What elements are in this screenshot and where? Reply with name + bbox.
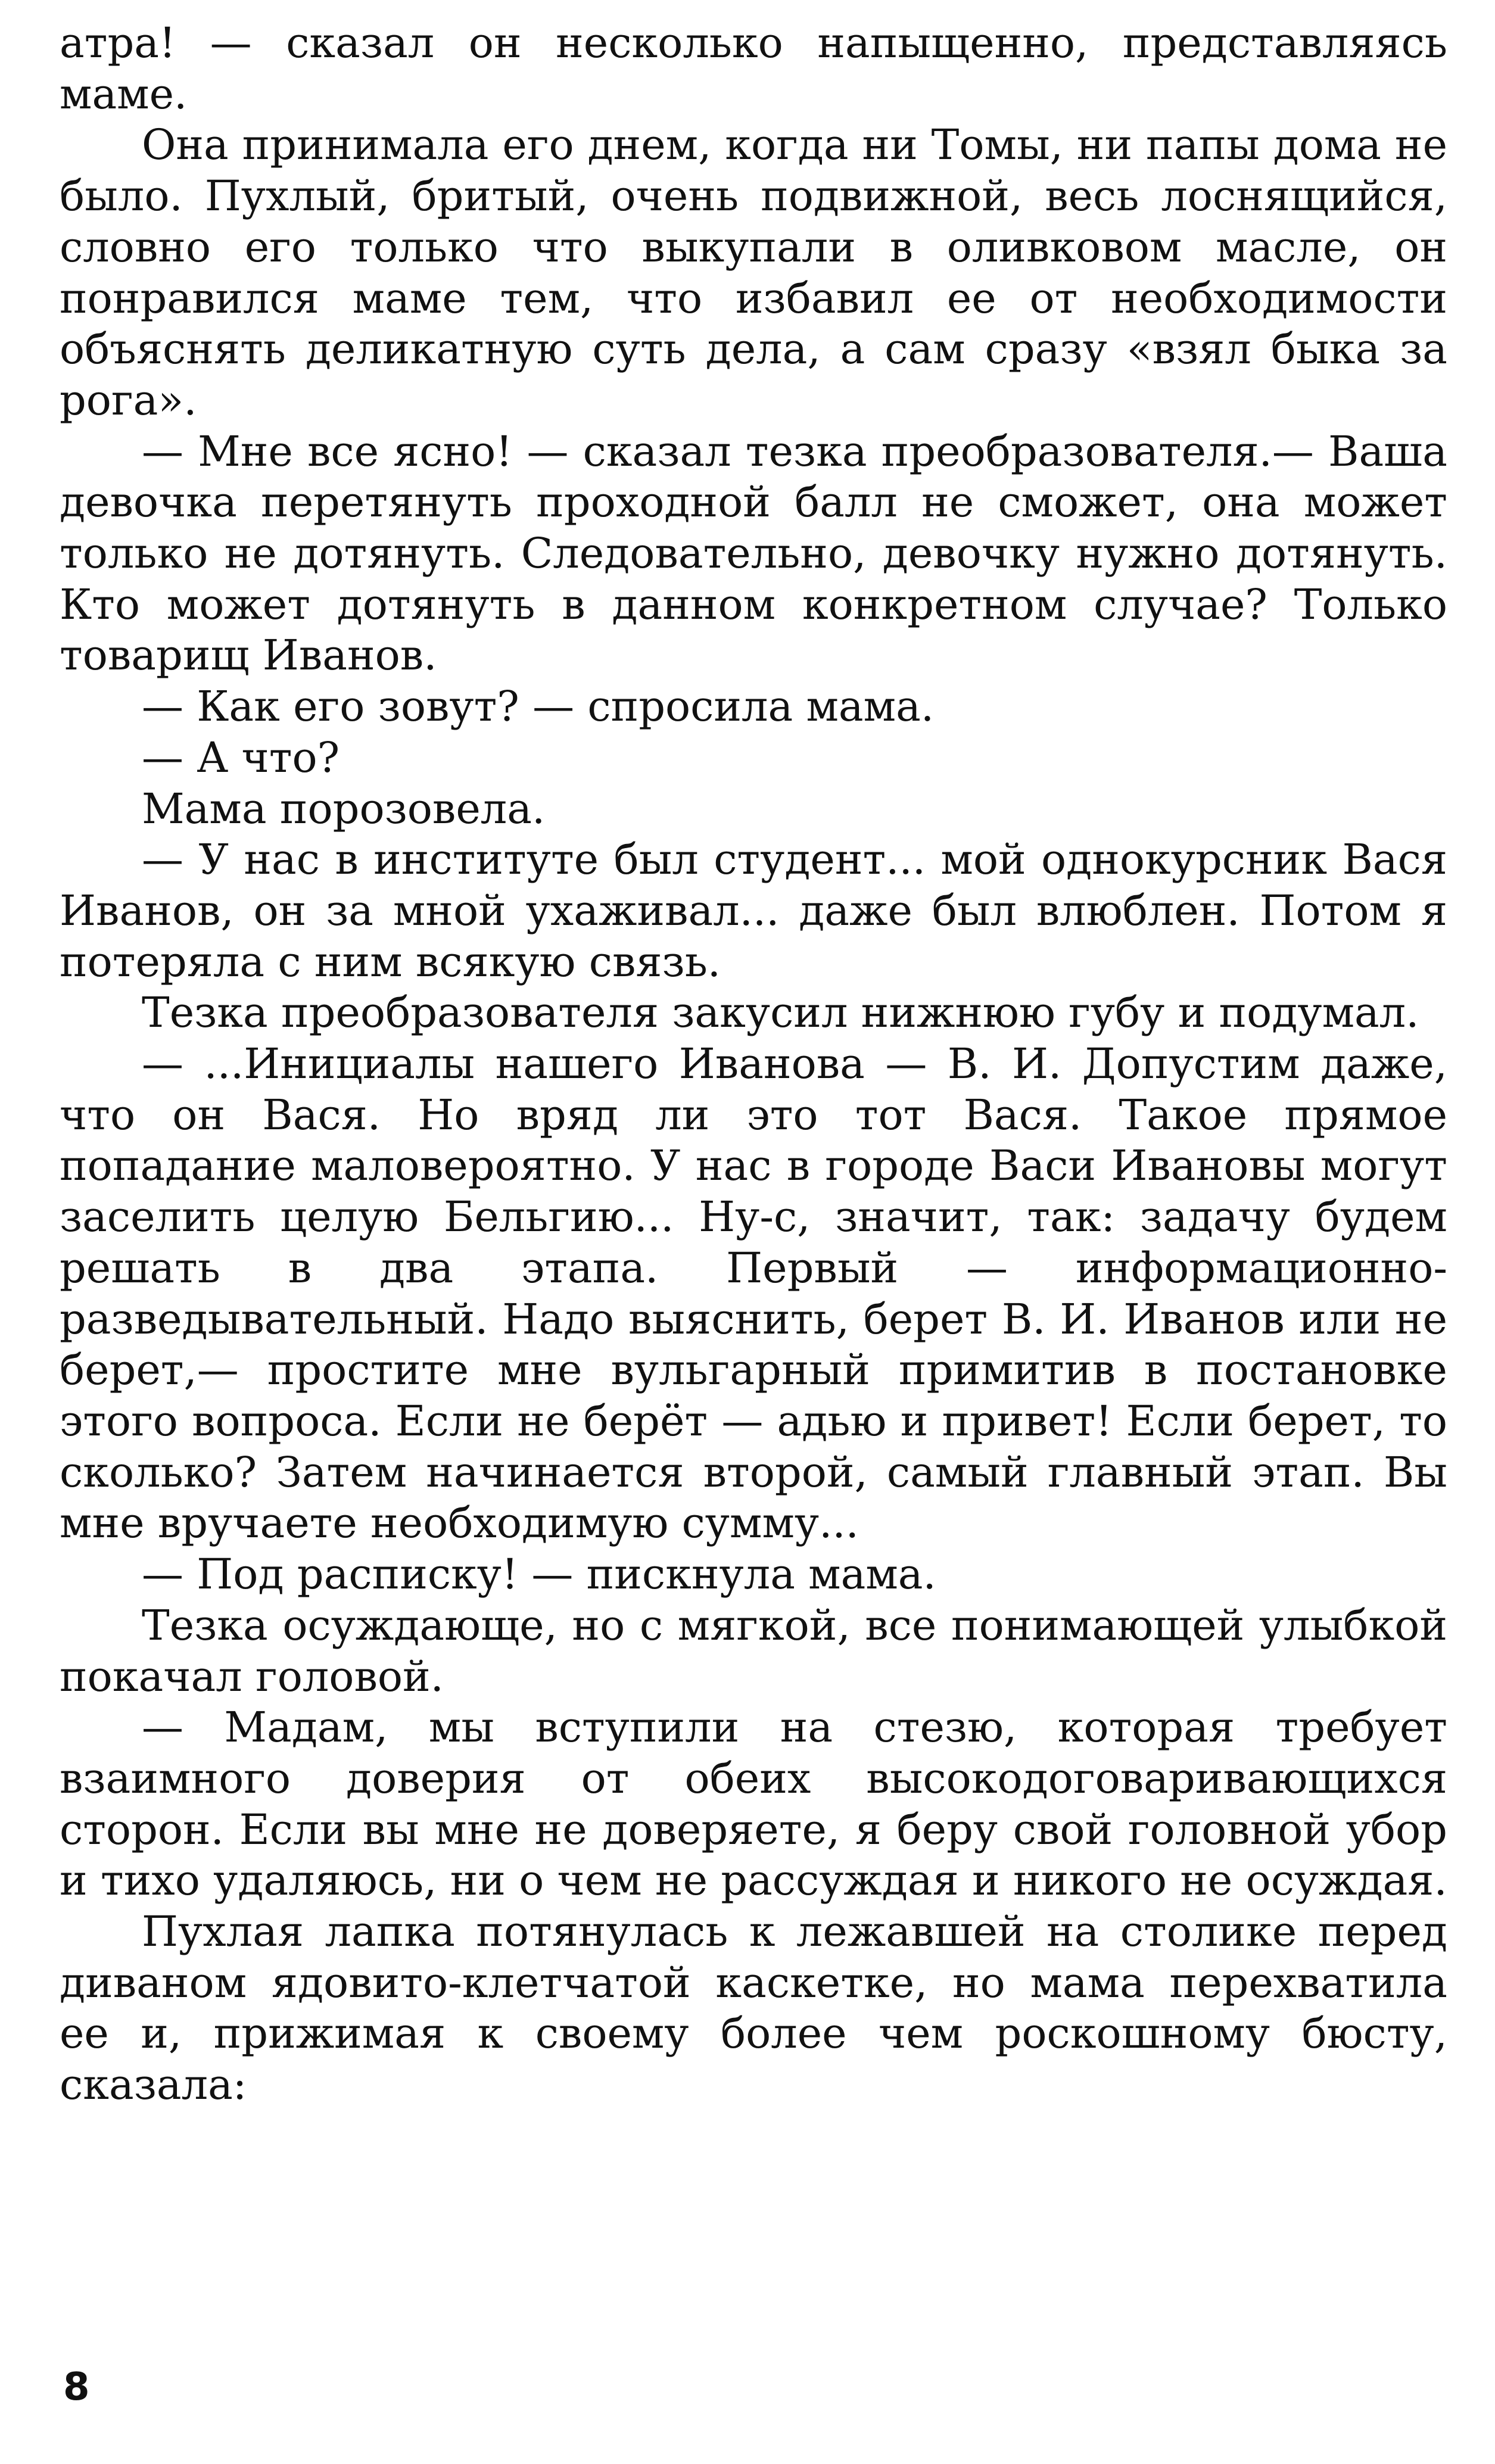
- paragraph: Мама порозовела.: [142, 784, 546, 833]
- paragraph: Тезка осуждающе, но с мягкой, все понимающей улыбкой покачал головой.: [60, 1600, 1447, 1701]
- paragraph-continuation: атра! — сказал он несколько напыщенно, представляясь маме.: [60, 18, 1447, 119]
- page-number: 8: [63, 2365, 90, 2409]
- dialogue-paragraph: — Как его зовут? — спросила мама.: [142, 682, 935, 731]
- dialogue-paragraph: — Под расписку! — пискнула мама.: [142, 1550, 936, 1599]
- dialogue-paragraph: — Мне все ясно! — сказал тезка преобразователя.— Ваша девочка перетянуть проходной балл не сможет, она может только не дотянуть. Следовательно, девочку нужно дотянуть. Кто может дотянуть в данном конкретном случае? Только товарищ Иванов.: [60, 426, 1447, 680]
- dialogue-paragraph: — Мадам, мы вступили на стезю, которая требует взаимного доверия от обеих высокодоговаривающихся сторон. Если вы мне не доверяете, я беру свой головной убор и тихо удаляюсь, ни о чем не рассуждая и никого не осуждая.: [60, 1703, 1447, 1905]
- dialogue-paragraph: — ...Инициалы нашего Иванова — В. И. Допустим даже, что он Вася. Но вряд ли это тот Вася. Такое прямое попадание маловероятно. У нас в городе Васи Ивановы могут заселить целую Бельгию... Ну-с, значит, так: задачу будем решать в два этапа. Первый — информационно-разведывательный. Надо выяснить, берет В. И. Иванов или не берет,— простите мне вульгарный примитив в постановке этого вопроса. Если не берёт — адью и привет! Если берет, то сколько? Затем начинается второй, самый главный этап. Вы мне вручаете необходимую сумму...: [60, 1039, 1447, 1548]
- paragraph: Пухлая лапка потянулась к лежавшей на столике перед диваном ядовито-клетчатой каскетке, но мама перехватила ее и, прижимая к своему более чем роскошному бюсту, сказала:: [60, 1907, 1447, 2110]
- dialogue-paragraph: — У нас в институте был студент... мой однокурсник Вася Иванов, он за мной ухаживал... даже был влюблен. Потом я потеряла с ним всякую связь.: [60, 835, 1447, 986]
- dialogue-paragraph: — А что?: [142, 733, 340, 782]
- paragraph: Тезка преобразователя закусил нижнюю губу и подумал.: [142, 988, 1419, 1038]
- body-text: [60, 18, 1447, 2111]
- paragraph: Она принимала его днем, когда ни Томы, ни папы дома не было. Пухлый, бритый, очень подвижной, весь лоснящийся, словно его только что выкупали в оливковом масле, он понравился маме тем, что избавил ее от необходимости объяснять деликатную суть дела, а сам сразу «взял быка за рога».: [60, 120, 1447, 425]
